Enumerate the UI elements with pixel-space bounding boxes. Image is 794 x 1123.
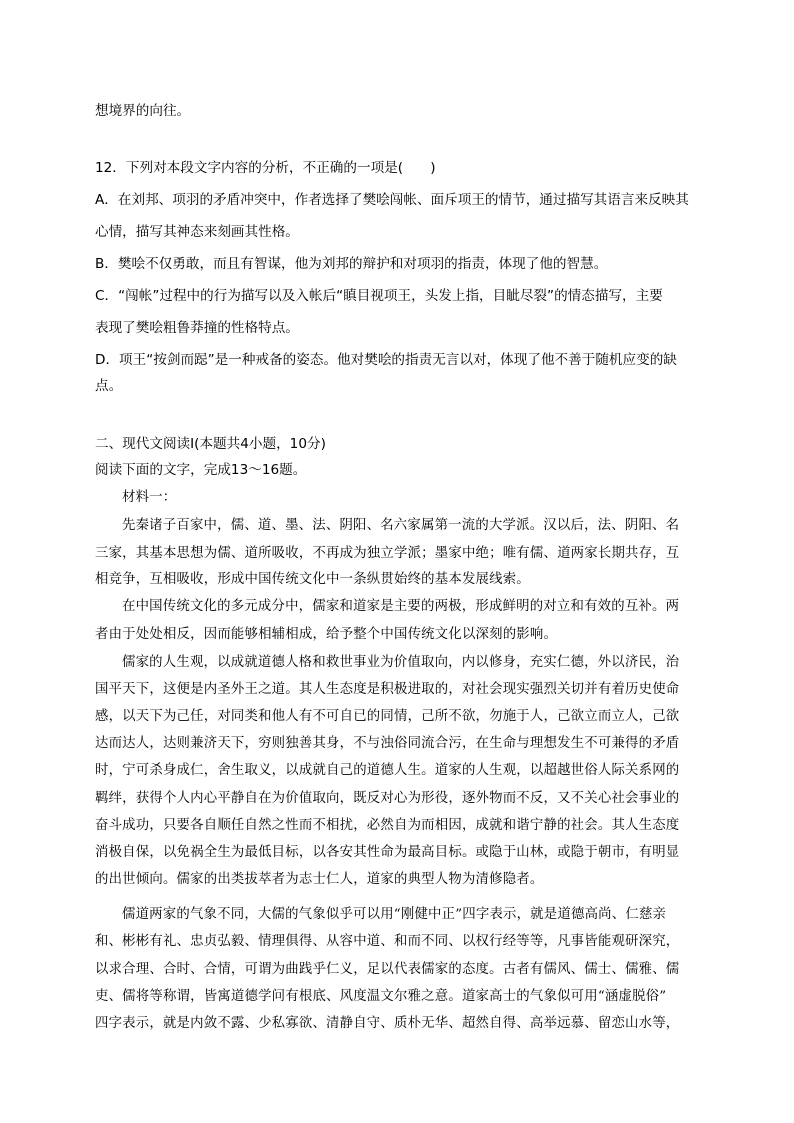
option-d-line2: 点。 [95,378,123,394]
passage-line: 先秦诸子百家中，儒、道、墨、法、阴阳、名六家属第一流的大学派。汉以后，法、阴阳、名 [122,518,680,533]
passage-line: 在中国传统文化的多元成分中，儒家和道家是主要的两极，形成鲜明的对立和有效的互补。两 [122,599,680,614]
passage-line: 吏、儒将等称谓，皆寓道德学问有根底、风度温文尔雅之意。道家高士的气象似可用“涵虚脱俗” [95,989,667,1004]
passage-line: 相竞争，互相吸收，形成中国传统文化中一条纵贯始终的基本发展线索。 [95,572,530,587]
material-label: 材料一： [122,490,177,505]
passage-line: 和、彬彬有礼、忠贞弘毅、情理俱得、从容中道、和而不同、以权行经等等，凡事皆能观研深究， [95,934,680,949]
passage-line: 消极自保，以免祸全生为最低目标，以各安其性命为最高目标。或隐于山林，或隐于朝市，有明显 [95,845,680,860]
passage-line: 感，以天下为己任，对同类和他人有不可自已的同情，己所不欲，勿施于人，己欲立而立人，己欲 [95,709,680,724]
option-c-line2: 表现了樊哙粗鲁莽撞的性格特点。 [95,320,299,336]
passage-line: 儒道两家的气象不同，大儒的气象似乎可以用“刚健中正”四字表示，就是道德高尚、仁慈亲 [122,907,667,922]
passage-line: 的出世倾向。儒家的出类拔萃者为志士仁人，道家的典型人物为清修隐者。 [95,872,544,887]
option-a-line1: A．在刘邦、项羽的矛盾冲突中，作者选择了樊哙闯帐、面斥项王的情节，通过描写其语言来反映其 [95,192,689,208]
reading-instruction: 阅读下面的文字，完成13～16题。 [95,462,307,478]
option-c-line1: C．“闯帐”过程中的行为描写以及入帐后“瞋目视项王，头发上指，目眦尽裂”的情态描写，主要 [95,288,663,304]
passage-line: 达而达人，达则兼济天下，穷则独善其身，不与浊俗同流合污，在生命与理想发生不可兼得的矛盾 [95,736,680,751]
passage-line: 奋斗成功，只要各自顺任自然之性而不相扰，必然自为而相因，成就和谐宁静的社会。其人生态度 [95,818,680,833]
question-12-stem: 12．下列对本段文字内容的分析，不正确的一项是( ) [95,160,436,176]
passage-line: 羁绊，获得个人内心平静自在为价值取向，既反对心为形役，逐外物而不反，又不关心社会事业的 [95,791,680,806]
option-d-line1: D．项王“按剑而跽”是一种戒备的姿态。他对樊哙的指责无言以对，体现了他不善于随机应变的缺 [95,352,677,368]
section-title: 二、现代文阅读Ⅰ(本题共4小题，10分) [95,436,326,452]
option-a-line2: 心情，描写其神态来刻画其性格。 [95,224,299,240]
passage-line: 时，宁可杀身成仁，舍生取义，以成就自己的道德人生。道家的人生观，以超越世俗人际关系网的 [95,763,680,778]
passage-line: 儒家的人生观，以成就道德人格和救世事业为价值取向，内以修身，充实仁德，外以济民，治 [122,655,680,670]
passage-line: 者由于处处相反，因而能够相辅相成，给予整个中国传统文化以深刻的影响。 [95,627,558,642]
passage-line: 四字表示，就是内敛不露、少私寡欲、清静自守、质朴无华、超然自得、高举远慕、留恋山水等， [95,1016,680,1031]
passage-line: 国平天下，这便是内圣外王之道。其人生态度是积极进取的，对社会现实强烈关切并有着历史使命 [95,682,680,697]
passage-line: 以求合理、合时、合情，可谓为曲践乎仁义，足以代表儒家的态度。古者有儒风、儒士、儒雅、儒 [95,962,680,977]
continuation-line: 想境界的向往。 [95,103,191,119]
passage-line: 三家，其基本思想为儒、道所吸收，不再成为独立学派；墨家中绝；唯有儒、道两家长期共存，互 [95,546,680,561]
option-b: B．樊哙不仅勇敢，而且有智谋，他为刘邦的辩护和对项羽的指责，体现了他的智慧。 [95,256,608,272]
